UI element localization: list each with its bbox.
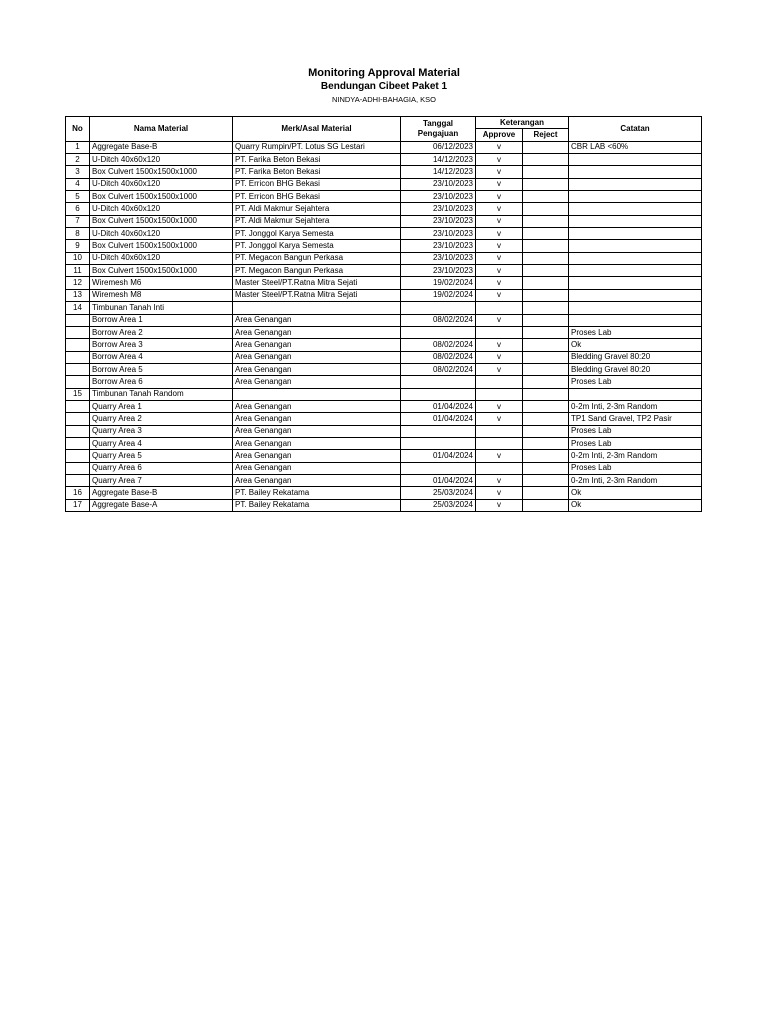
cell-reject xyxy=(523,178,569,190)
header-merk: Merk/Asal Material xyxy=(233,117,401,142)
cell-no xyxy=(66,462,90,474)
table-row xyxy=(66,462,702,474)
cell-no: 15 xyxy=(66,388,90,400)
cell-no: 14 xyxy=(66,302,90,314)
cell-no xyxy=(66,363,90,375)
header-tanggal-line1: Tanggal xyxy=(422,118,454,128)
cell-approve: v xyxy=(476,474,523,486)
cell-no xyxy=(66,351,90,363)
cell-reject xyxy=(523,302,569,314)
cell-tanggal: 23/10/2023 xyxy=(401,191,476,203)
cell-catatan xyxy=(569,215,702,227)
cell-reject xyxy=(523,474,569,486)
cell-catatan xyxy=(569,388,702,400)
cell-no xyxy=(66,413,90,425)
cell-approve: v xyxy=(476,252,523,264)
cell-tanggal: 08/02/2024 xyxy=(401,363,476,375)
cell-reject xyxy=(523,487,569,499)
cell-reject xyxy=(523,351,569,363)
cell-tanggal xyxy=(401,326,476,338)
cell-nama-material: Aggregate Base-B xyxy=(90,487,233,499)
company-name: NINDYA-ADHI-BAHAGIA, KSO xyxy=(331,95,437,104)
table-row xyxy=(66,413,702,425)
cell-nama-material: Quarry Area 2 xyxy=(90,413,233,425)
cell-catatan xyxy=(569,154,702,166)
table-row xyxy=(66,166,702,178)
table-row xyxy=(66,499,702,511)
cell-nama-material: Aggregate Base-B xyxy=(90,141,233,153)
header-tanggal-line2: Pengajuan xyxy=(417,128,459,138)
cell-no: 13 xyxy=(66,289,90,301)
cell-approve: v xyxy=(476,277,523,289)
cell-merk: Area Genangan xyxy=(233,462,401,474)
table-row xyxy=(66,425,702,437)
header-nama-material: Nama Material xyxy=(90,117,233,142)
cell-nama-material: Quarry Area 5 xyxy=(90,450,233,462)
cell-merk: Master Steel/PT.Ratna Mitra Sejati xyxy=(233,289,401,301)
table-row xyxy=(66,265,702,277)
cell-reject xyxy=(523,154,569,166)
cell-approve xyxy=(476,462,523,474)
cell-no: 17 xyxy=(66,499,90,511)
cell-approve: v xyxy=(476,499,523,511)
cell-catatan: Proses Lab xyxy=(569,326,702,338)
cell-tanggal: 19/02/2024 xyxy=(401,289,476,301)
material-approval-table xyxy=(65,116,702,512)
cell-approve: v xyxy=(476,166,523,178)
header-tanggal xyxy=(401,117,476,142)
table-row xyxy=(66,141,702,153)
table-row xyxy=(66,203,702,215)
cell-merk xyxy=(233,388,401,400)
cell-nama-material: Box Culvert 1500x1500x1000 xyxy=(90,240,233,252)
cell-merk: Quarry Rumpin/PT. Lotus SG Lestari xyxy=(233,141,401,153)
cell-reject xyxy=(523,462,569,474)
cell-reject xyxy=(523,289,569,301)
cell-merk xyxy=(233,302,401,314)
table-row xyxy=(66,302,702,314)
cell-merk: Area Genangan xyxy=(233,450,401,462)
cell-approve xyxy=(476,302,523,314)
cell-no: 4 xyxy=(66,178,90,190)
cell-reject xyxy=(523,400,569,412)
cell-tanggal: 23/10/2023 xyxy=(401,215,476,227)
cell-catatan xyxy=(569,302,702,314)
cell-reject xyxy=(523,450,569,462)
cell-no: 1 xyxy=(66,141,90,153)
cell-reject xyxy=(523,191,569,203)
cell-merk: Area Genangan xyxy=(233,413,401,425)
cell-reject xyxy=(523,277,569,289)
cell-no xyxy=(66,400,90,412)
cell-no xyxy=(66,425,90,437)
cell-approve: v xyxy=(476,191,523,203)
cell-tanggal xyxy=(401,388,476,400)
cell-nama-material: U-Ditch 40x60x120 xyxy=(90,154,233,166)
cell-approve: v xyxy=(476,289,523,301)
cell-no: 7 xyxy=(66,215,90,227)
table-row xyxy=(66,487,702,499)
cell-no: 6 xyxy=(66,203,90,215)
cell-approve: v xyxy=(476,314,523,326)
cell-merk: PT. Aldi Makmur Sejahtera xyxy=(233,215,401,227)
cell-reject xyxy=(523,326,569,338)
table-row xyxy=(66,400,702,412)
cell-nama-material: U-Ditch 40x60x120 xyxy=(90,228,233,240)
cell-tanggal: 01/04/2024 xyxy=(401,400,476,412)
cell-no xyxy=(66,314,90,326)
cell-tanggal: 01/04/2024 xyxy=(401,474,476,486)
cell-reject xyxy=(523,363,569,375)
cell-merk: PT. Megacon Bangun Perkasa xyxy=(233,265,401,277)
cell-reject xyxy=(523,228,569,240)
cell-nama-material: Timbunan Tanah Random xyxy=(90,388,233,400)
cell-catatan: Bledding Gravel 80:20 xyxy=(569,351,702,363)
table-row xyxy=(66,228,702,240)
cell-merk: Area Genangan xyxy=(233,400,401,412)
header-keterangan: Keterangan xyxy=(476,117,569,129)
cell-no: 16 xyxy=(66,487,90,499)
cell-catatan: Proses Lab xyxy=(569,462,702,474)
cell-no: 5 xyxy=(66,191,90,203)
cell-tanggal xyxy=(401,376,476,388)
cell-merk: PT. Bailey Rekatama xyxy=(233,487,401,499)
cell-no: 2 xyxy=(66,154,90,166)
cell-tanggal xyxy=(401,462,476,474)
cell-approve: v xyxy=(476,240,523,252)
cell-reject xyxy=(523,388,569,400)
table-row xyxy=(66,339,702,351)
cell-nama-material: Timbunan Tanah Inti xyxy=(90,302,233,314)
cell-catatan: 0-2m Inti, 2-3m Random xyxy=(569,450,702,462)
cell-approve: v xyxy=(476,141,523,153)
cell-approve: v xyxy=(476,228,523,240)
cell-nama-material: Quarry Area 7 xyxy=(90,474,233,486)
cell-catatan xyxy=(569,203,702,215)
cell-merk: PT. Jonggol Karya Semesta xyxy=(233,240,401,252)
cell-merk: Area Genangan xyxy=(233,326,401,338)
table-row xyxy=(66,215,702,227)
table-row xyxy=(66,376,702,388)
cell-no: 11 xyxy=(66,265,90,277)
cell-no: 3 xyxy=(66,166,90,178)
table-row xyxy=(66,314,702,326)
cell-nama-material: Box Culvert 1500x1500x1000 xyxy=(90,191,233,203)
cell-merk: Area Genangan xyxy=(233,363,401,375)
cell-tanggal: 23/10/2023 xyxy=(401,265,476,277)
cell-reject xyxy=(523,499,569,511)
cell-tanggal xyxy=(401,425,476,437)
cell-reject xyxy=(523,265,569,277)
cell-merk: PT. Megacon Bangun Perkasa xyxy=(233,252,401,264)
cell-nama-material: Box Culvert 1500x1500x1000 xyxy=(90,265,233,277)
cell-merk: PT. Farika Beton Bekasi xyxy=(233,154,401,166)
document-title: Monitoring Approval Material xyxy=(308,67,460,79)
cell-merk: PT. Aldi Makmur Sejahtera xyxy=(233,203,401,215)
cell-approve xyxy=(476,437,523,449)
cell-catatan xyxy=(569,178,702,190)
cell-catatan xyxy=(569,252,702,264)
cell-tanggal: 23/10/2023 xyxy=(401,252,476,264)
cell-nama-material: Borrow Area 5 xyxy=(90,363,233,375)
cell-approve xyxy=(476,388,523,400)
cell-catatan: Ok xyxy=(569,339,702,351)
cell-approve: v xyxy=(476,413,523,425)
cell-nama-material: Box Culvert 1500x1500x1000 xyxy=(90,215,233,227)
table-row xyxy=(66,240,702,252)
cell-approve xyxy=(476,425,523,437)
cell-approve: v xyxy=(476,178,523,190)
cell-merk: Area Genangan xyxy=(233,314,401,326)
cell-no: 9 xyxy=(66,240,90,252)
document-header xyxy=(0,66,768,105)
cell-no xyxy=(66,437,90,449)
cell-approve xyxy=(476,326,523,338)
cell-catatan xyxy=(569,166,702,178)
cell-nama-material: U-Ditch 40x60x120 xyxy=(90,203,233,215)
table-row xyxy=(66,277,702,289)
cell-tanggal: 14/12/2023 xyxy=(401,154,476,166)
cell-approve: v xyxy=(476,363,523,375)
cell-nama-material: Borrow Area 4 xyxy=(90,351,233,363)
cell-merk: Area Genangan xyxy=(233,351,401,363)
cell-no xyxy=(66,376,90,388)
table-row xyxy=(66,351,702,363)
table-row xyxy=(66,363,702,375)
cell-reject xyxy=(523,425,569,437)
cell-nama-material: Quarry Area 6 xyxy=(90,462,233,474)
cell-tanggal: 01/04/2024 xyxy=(401,450,476,462)
cell-tanggal: 14/12/2023 xyxy=(401,166,476,178)
cell-merk: Area Genangan xyxy=(233,437,401,449)
cell-catatan: Proses Lab xyxy=(569,425,702,437)
cell-approve: v xyxy=(476,400,523,412)
cell-merk: PT. Farika Beton Bekasi xyxy=(233,166,401,178)
header-no: No xyxy=(66,117,90,142)
header-catatan: Catatan xyxy=(569,117,702,142)
cell-nama-material: Borrow Area 1 xyxy=(90,314,233,326)
cell-tanggal: 25/03/2024 xyxy=(401,487,476,499)
cell-reject xyxy=(523,437,569,449)
cell-no xyxy=(66,339,90,351)
cell-merk: PT. Jonggol Karya Semesta xyxy=(233,228,401,240)
cell-approve xyxy=(476,376,523,388)
cell-reject xyxy=(523,252,569,264)
cell-catatan xyxy=(569,277,702,289)
cell-nama-material: Borrow Area 2 xyxy=(90,326,233,338)
table-row xyxy=(66,252,702,264)
cell-catatan: 0-2m Inti, 2-3m Random xyxy=(569,474,702,486)
cell-merk: PT. Erricon BHG Bekasi xyxy=(233,191,401,203)
table-row xyxy=(66,388,702,400)
table-body xyxy=(66,141,702,511)
table-row xyxy=(66,474,702,486)
cell-tanggal: 06/12/2023 xyxy=(401,141,476,153)
cell-tanggal: 08/02/2024 xyxy=(401,351,476,363)
cell-tanggal: 23/10/2023 xyxy=(401,228,476,240)
cell-reject xyxy=(523,376,569,388)
table-row xyxy=(66,178,702,190)
cell-nama-material: Borrow Area 6 xyxy=(90,376,233,388)
cell-catatan: CBR LAB <60% xyxy=(569,141,702,153)
cell-tanggal: 23/10/2023 xyxy=(401,178,476,190)
cell-approve: v xyxy=(476,487,523,499)
cell-merk: Area Genangan xyxy=(233,425,401,437)
table-row xyxy=(66,289,702,301)
table-header xyxy=(66,117,702,142)
cell-approve: v xyxy=(476,339,523,351)
cell-no: 8 xyxy=(66,228,90,240)
cell-approve: v xyxy=(476,265,523,277)
table-row xyxy=(66,437,702,449)
cell-no xyxy=(66,326,90,338)
cell-no xyxy=(66,474,90,486)
cell-merk: Area Genangan xyxy=(233,474,401,486)
table-row xyxy=(66,191,702,203)
cell-catatan: 0-2m Inti, 2-3m Random xyxy=(569,400,702,412)
cell-tanggal: 01/04/2024 xyxy=(401,413,476,425)
cell-no: 12 xyxy=(66,277,90,289)
cell-merk: Area Genangan xyxy=(233,376,401,388)
cell-approve: v xyxy=(476,215,523,227)
cell-catatan: TP1 Sand Gravel, TP2 Pasir xyxy=(569,413,702,425)
cell-approve: v xyxy=(476,203,523,215)
cell-reject xyxy=(523,203,569,215)
header-approve: Approve xyxy=(476,129,523,141)
cell-tanggal: 08/02/2024 xyxy=(401,339,476,351)
cell-catatan: Ok xyxy=(569,499,702,511)
cell-catatan xyxy=(569,314,702,326)
cell-catatan xyxy=(569,289,702,301)
cell-merk: PT. Erricon BHG Bekasi xyxy=(233,178,401,190)
cell-no xyxy=(66,450,90,462)
cell-nama-material: Quarry Area 3 xyxy=(90,425,233,437)
document-subtitle: Bendungan Cibeet Paket 1 xyxy=(320,81,448,92)
cell-approve: v xyxy=(476,351,523,363)
cell-reject xyxy=(523,240,569,252)
cell-reject xyxy=(523,215,569,227)
cell-nama-material: Aggregate Base-A xyxy=(90,499,233,511)
cell-tanggal: 23/10/2023 xyxy=(401,203,476,215)
cell-approve: v xyxy=(476,154,523,166)
cell-nama-material: Wiremesh M6 xyxy=(90,277,233,289)
cell-tanggal: 08/02/2024 xyxy=(401,314,476,326)
cell-catatan xyxy=(569,240,702,252)
cell-catatan xyxy=(569,265,702,277)
cell-merk: Master Steel/PT.Ratna Mitra Sejati xyxy=(233,277,401,289)
cell-tanggal: 23/10/2023 xyxy=(401,240,476,252)
cell-catatan: Proses Lab xyxy=(569,437,702,449)
cell-catatan: Proses Lab xyxy=(569,376,702,388)
table-row xyxy=(66,154,702,166)
cell-no: 10 xyxy=(66,252,90,264)
cell-reject xyxy=(523,141,569,153)
cell-merk: Area Genangan xyxy=(233,339,401,351)
cell-nama-material: U-Ditch 40x60x120 xyxy=(90,178,233,190)
cell-reject xyxy=(523,339,569,351)
cell-reject xyxy=(523,413,569,425)
cell-nama-material: Wiremesh M8 xyxy=(90,289,233,301)
cell-catatan xyxy=(569,191,702,203)
table-row xyxy=(66,326,702,338)
cell-merk: PT. Bailey Rekatama xyxy=(233,499,401,511)
cell-tanggal: 25/03/2024 xyxy=(401,499,476,511)
cell-nama-material: Box Culvert 1500x1500x1000 xyxy=(90,166,233,178)
cell-catatan: Bledding Gravel 80:20 xyxy=(569,363,702,375)
cell-nama-material: Quarry Area 4 xyxy=(90,437,233,449)
cell-tanggal xyxy=(401,437,476,449)
cell-catatan: Ok xyxy=(569,487,702,499)
cell-catatan xyxy=(569,228,702,240)
header-reject: Reject xyxy=(523,129,569,141)
cell-reject xyxy=(523,166,569,178)
cell-reject xyxy=(523,314,569,326)
table-row xyxy=(66,450,702,462)
cell-nama-material: U-Ditch 40x60x120 xyxy=(90,252,233,264)
cell-tanggal: 19/02/2024 xyxy=(401,277,476,289)
cell-nama-material: Borrow Area 3 xyxy=(90,339,233,351)
cell-tanggal xyxy=(401,302,476,314)
cell-approve: v xyxy=(476,450,523,462)
cell-nama-material: Quarry Area 1 xyxy=(90,400,233,412)
